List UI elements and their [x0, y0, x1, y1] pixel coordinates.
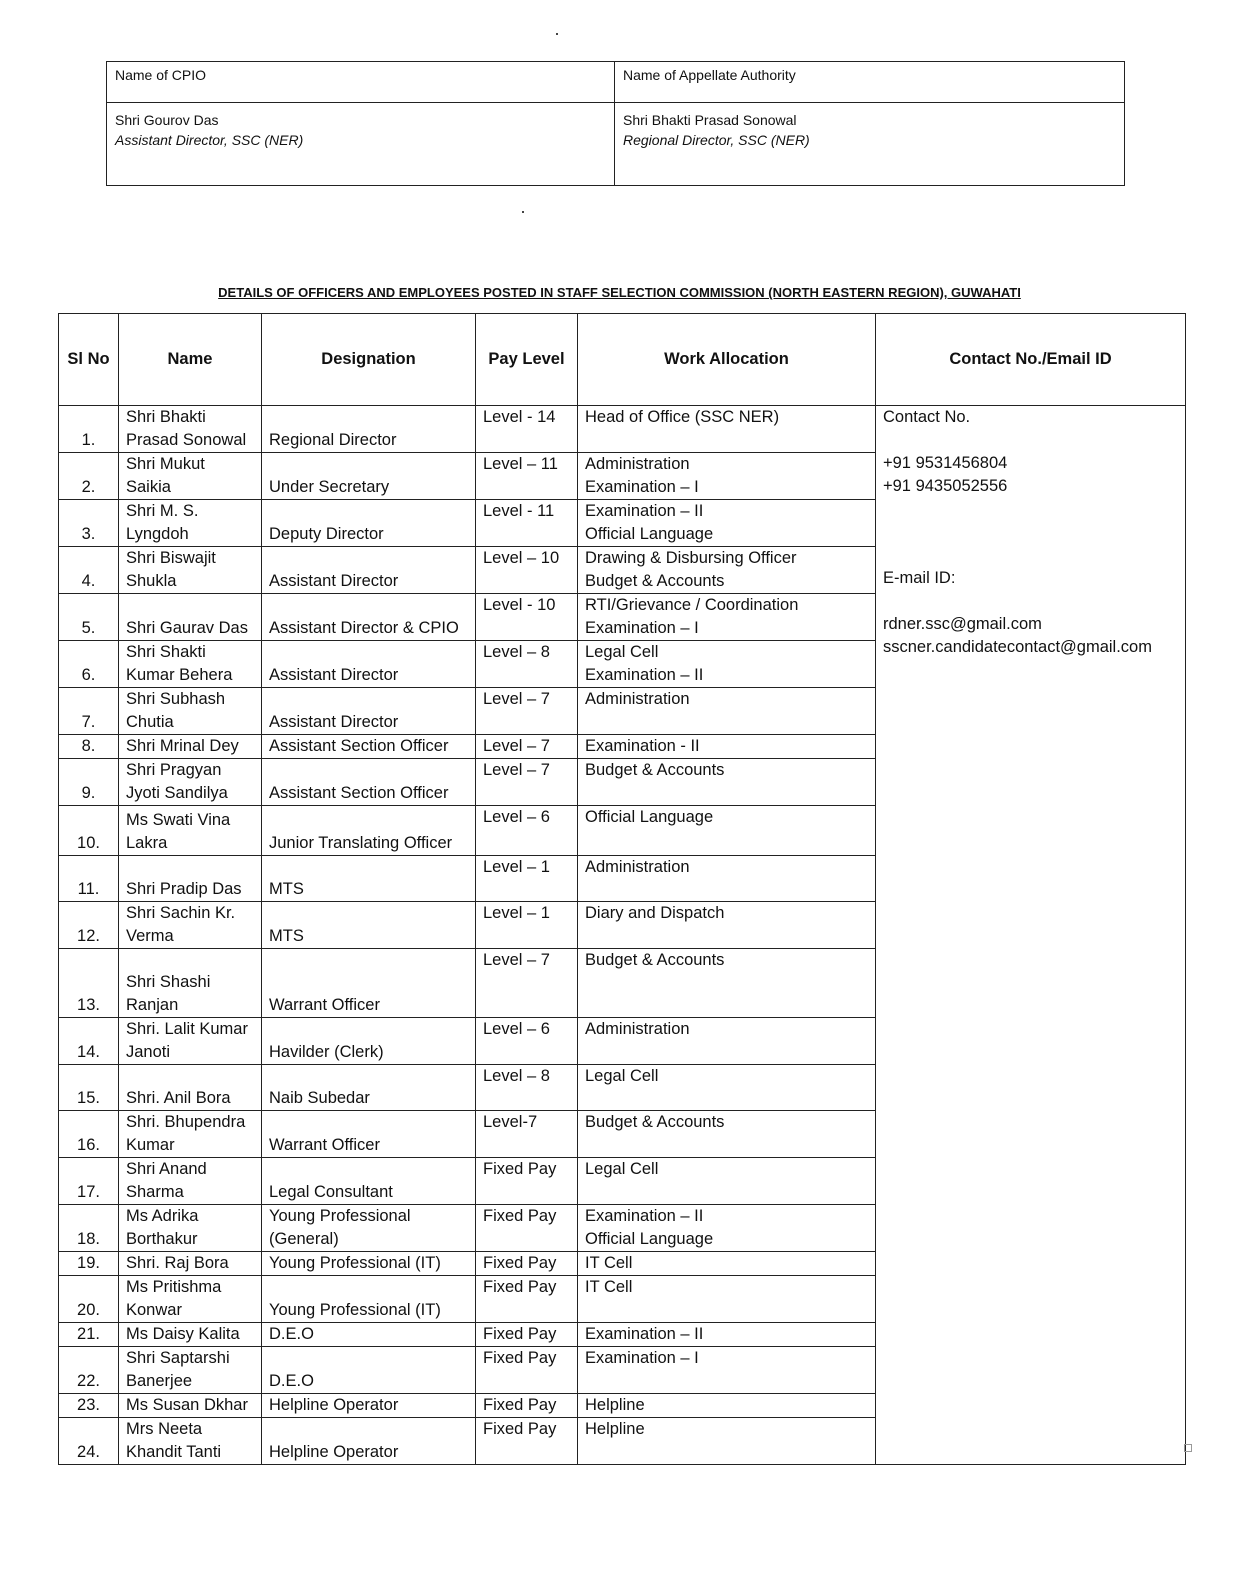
row-work-allocation: Examination – I: [578, 1347, 876, 1394]
row-sl: 7.: [59, 688, 119, 735]
row-sl: 15.: [59, 1065, 119, 1111]
row-pay-level: Level – 1: [476, 902, 578, 949]
row-pay-level: Fixed Pay: [476, 1158, 578, 1205]
email-address: rdner.ssc@gmail.com: [883, 615, 1042, 633]
row-sl: 17.: [59, 1158, 119, 1205]
row-sl: 22.: [59, 1347, 119, 1394]
row-name: Shri Gaurav Das: [119, 594, 262, 641]
row-pay-level: Fixed Pay: [476, 1394, 578, 1418]
row-name: Shri Sachin Kr. Verma: [119, 902, 262, 949]
row-sl: 19.: [59, 1252, 119, 1276]
row-designation: Regional Director: [262, 406, 476, 453]
header-name: Name: [119, 314, 262, 406]
spacer: [883, 498, 1178, 567]
row-designation: Under Secretary: [262, 453, 476, 500]
row-sl: 12.: [59, 902, 119, 949]
row-name: Shri Subhash Chutia: [119, 688, 262, 735]
row-pay-level: Level – 1: [476, 856, 578, 902]
row-name: Mrs Neeta Khandit Tanti: [119, 1418, 262, 1465]
employee-table-body: [59, 406, 1186, 1465]
row-sl: 1.: [59, 406, 119, 453]
row-pay-level: Level – 10: [476, 547, 578, 594]
row-pay-level: Fixed Pay: [476, 1418, 578, 1465]
row-pay-level: Level – 7: [476, 735, 578, 759]
cpio-designation: Assistant Director, SSC (NER): [115, 132, 304, 148]
appellate-header: Name of Appellate Authority: [615, 62, 1125, 103]
row-designation: Warrant Officer: [262, 949, 476, 1018]
header-pay: Pay Level: [476, 314, 578, 406]
row-designation: Young Professional (IT): [262, 1276, 476, 1323]
appellate-designation: Regional Director, SSC (NER): [623, 132, 810, 148]
row-pay-level: Fixed Pay: [476, 1276, 578, 1323]
row-sl: 6.: [59, 641, 119, 688]
row-designation: Assistant Section Officer: [262, 759, 476, 806]
stray-dot: [522, 211, 524, 213]
row-name: Ms Adrika Borthakur: [119, 1205, 262, 1252]
row-sl: 9.: [59, 759, 119, 806]
table-header-row: [59, 314, 1186, 406]
row-work-allocation: Budget & Accounts: [578, 1111, 876, 1158]
row-sl: 8.: [59, 735, 119, 759]
cpio-cell: [107, 103, 615, 186]
row-name: Shri Shakti Kumar Behera: [119, 641, 262, 688]
cpio-header: Name of CPIO: [107, 62, 615, 103]
row-designation: MTS: [262, 856, 476, 902]
row-pay-level: Level – 6: [476, 1018, 578, 1065]
row-work-allocation: Head of Office (SSC NER): [578, 406, 876, 453]
row-name: Shri Anand Sharma: [119, 1158, 262, 1205]
row-name: Shri. Lalit Kumar Janoti: [119, 1018, 262, 1065]
row-work-allocation: Administration: [578, 688, 876, 735]
row-name: Shri. Bhupendra Kumar: [119, 1111, 262, 1158]
row-pay-level: Level – 7: [476, 949, 578, 1018]
row-work-allocation: Budget & Accounts: [578, 759, 876, 806]
row-designation: Legal Consultant: [262, 1158, 476, 1205]
stray-dot: [556, 33, 558, 35]
row-work-allocation: Helpline: [578, 1418, 876, 1465]
contact-cell: [876, 406, 1186, 1465]
row-work-allocation: Examination – II: [578, 1323, 876, 1347]
row-sl: 3.: [59, 500, 119, 547]
row-name: Shri Mukut Saikia: [119, 453, 262, 500]
row-sl: 13.: [59, 949, 119, 1018]
row-name: Ms Daisy Kalita: [119, 1323, 262, 1347]
phone-number: +91 9531456804: [883, 454, 1008, 472]
row-work-allocation: Examination – II Official Language: [578, 500, 876, 547]
row-name: Shri Shashi Ranjan: [119, 949, 262, 1018]
email-label: E-mail ID:: [883, 569, 956, 587]
row-name: Shri M. S. Lyngdoh: [119, 500, 262, 547]
row-pay-level: Level-7: [476, 1111, 578, 1158]
row-name: Shri. Raj Bora: [119, 1252, 262, 1276]
row-designation: Young Professional (IT): [262, 1252, 476, 1276]
row-designation: Helpline Operator: [262, 1394, 476, 1418]
row-sl: 5.: [59, 594, 119, 641]
page-title: DETAILS OF OFFICERS AND EMPLOYEES POSTED IN STAFF SELECTION COMMISSION (NORTH EASTERN REGION), GUWAHATI: [218, 285, 1021, 300]
row-name: Shri Bhakti Prasad Sonowal: [119, 406, 262, 453]
row-work-allocation: IT Cell: [578, 1276, 876, 1323]
row-designation: Warrant Officer: [262, 1111, 476, 1158]
row-designation: Helpline Operator: [262, 1418, 476, 1465]
row-designation: Deputy Director: [262, 500, 476, 547]
row-sl: 23.: [59, 1394, 119, 1418]
appellate-cell: [615, 103, 1125, 186]
row-sl: 10.: [59, 806, 119, 856]
row-sl: 18.: [59, 1205, 119, 1252]
row-name: Shri Saptarshi Banerjee: [119, 1347, 262, 1394]
row-pay-level: Level – 7: [476, 759, 578, 806]
row-sl: 14.: [59, 1018, 119, 1065]
email-address: sscner.candidatecontact@gmail.com: [883, 638, 1152, 656]
row-pay-level: Level – 7: [476, 688, 578, 735]
employee-table: [58, 313, 1186, 1465]
row-work-allocation: Official Language: [578, 806, 876, 856]
row-sl: 16.: [59, 1111, 119, 1158]
row-name: Ms Swati Vina Lakra: [119, 806, 262, 856]
header-designation: Designation: [262, 314, 476, 406]
row-designation: MTS: [262, 902, 476, 949]
header-work: Work Allocation: [578, 314, 876, 406]
row-designation: Havilder (Clerk): [262, 1018, 476, 1065]
row-pay-level: Level – 8: [476, 641, 578, 688]
row-pay-level: Level – 8: [476, 1065, 578, 1111]
spacer: [883, 429, 1178, 452]
row-designation: Assistant Director & CPIO: [262, 594, 476, 641]
table-row: [59, 406, 1186, 453]
row-designation: Assistant Director: [262, 688, 476, 735]
row-sl: 11.: [59, 856, 119, 902]
cpio-name: Shri Gourov Das: [115, 112, 219, 128]
row-designation: Assistant Director: [262, 641, 476, 688]
row-designation: Assistant Director: [262, 547, 476, 594]
row-name: Ms Susan Dkhar: [119, 1394, 262, 1418]
row-work-allocation: Examination - II: [578, 735, 876, 759]
row-sl: 2.: [59, 453, 119, 500]
row-work-allocation: Administration: [578, 1018, 876, 1065]
row-designation: Junior Translating Officer: [262, 806, 476, 856]
row-designation: Naib Subedar: [262, 1065, 476, 1111]
row-sl: 24.: [59, 1418, 119, 1465]
row-pay-level: Level - 14: [476, 406, 578, 453]
row-pay-level: Fixed Pay: [476, 1323, 578, 1347]
row-work-allocation: RTI/Grievance / Coordination Examination – I: [578, 594, 876, 641]
row-pay-level: Fixed Pay: [476, 1205, 578, 1252]
header-sl: Sl No: [59, 314, 119, 406]
row-name: Shri Pragyan Jyoti Sandilya: [119, 759, 262, 806]
row-designation: D.E.O: [262, 1347, 476, 1394]
cpio-appellate-table: [106, 61, 1125, 186]
header-contact: Contact No./Email ID: [876, 314, 1186, 406]
row-work-allocation: Helpline: [578, 1394, 876, 1418]
row-sl: 21.: [59, 1323, 119, 1347]
row-work-allocation: Diary and Dispatch: [578, 902, 876, 949]
row-name: Shri Mrinal Dey: [119, 735, 262, 759]
row-sl: 4.: [59, 547, 119, 594]
row-work-allocation: Drawing & Disbursing Officer Budget & Accounts: [578, 547, 876, 594]
row-work-allocation: Administration: [578, 856, 876, 902]
row-name: Shri. Anil Bora: [119, 1065, 262, 1111]
phone-number: +91 9435052556: [883, 477, 1008, 495]
table-handle: [1184, 1444, 1192, 1452]
row-designation: Assistant Section Officer: [262, 735, 476, 759]
row-work-allocation: Legal Cell Examination – II: [578, 641, 876, 688]
contact-label: Contact No.: [883, 408, 971, 426]
row-work-allocation: Examination – II Official Language: [578, 1205, 876, 1252]
row-name: Shri Pradip Das: [119, 856, 262, 902]
row-work-allocation: Legal Cell: [578, 1065, 876, 1111]
row-pay-level: Fixed Pay: [476, 1347, 578, 1394]
row-work-allocation: Legal Cell: [578, 1158, 876, 1205]
row-work-allocation: IT Cell: [578, 1252, 876, 1276]
row-pay-level: Level - 11: [476, 500, 578, 547]
row-sl: 20.: [59, 1276, 119, 1323]
row-work-allocation: Administration Examination – I: [578, 453, 876, 500]
row-pay-level: Level - 10: [476, 594, 578, 641]
spacer: [883, 590, 1178, 613]
row-name: Shri Biswajit Shukla: [119, 547, 262, 594]
row-designation: Young Professional (General): [262, 1205, 476, 1252]
row-designation: D.E.O: [262, 1323, 476, 1347]
row-pay-level: Level – 6: [476, 806, 578, 856]
appellate-name: Shri Bhakti Prasad Sonowal: [623, 112, 797, 128]
row-work-allocation: Budget & Accounts: [578, 949, 876, 1018]
row-name: Ms Pritishma Konwar: [119, 1276, 262, 1323]
row-pay-level: Level – 11: [476, 453, 578, 500]
row-pay-level: Fixed Pay: [476, 1252, 578, 1276]
